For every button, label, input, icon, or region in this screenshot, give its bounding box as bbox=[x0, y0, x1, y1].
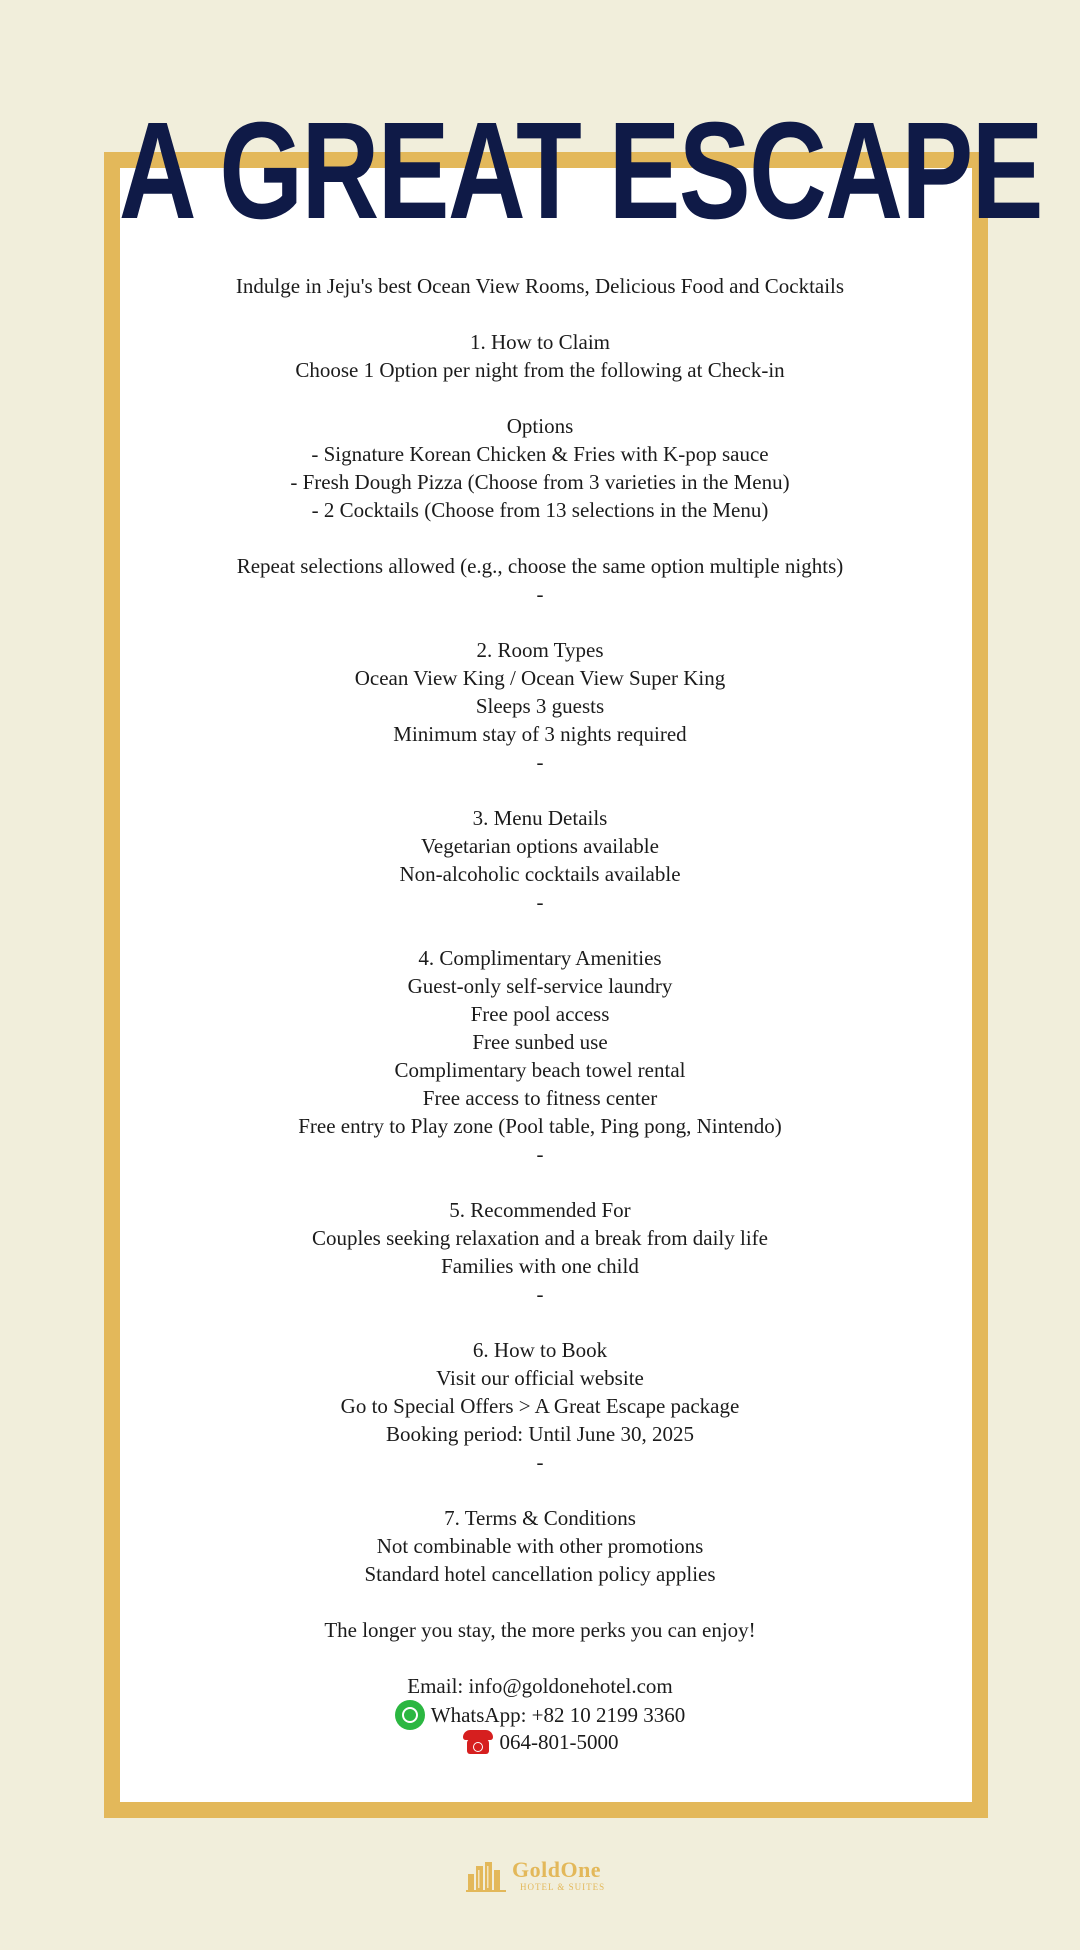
amenity-item: Free access to fitness center bbox=[422, 1086, 658, 1110]
section-title-room-types: 2. Room Types bbox=[476, 638, 604, 662]
section-title-how-to-claim: 1. How to Claim bbox=[470, 330, 610, 354]
option-item: - Signature Korean Chicken & Fries with K-pop sauce bbox=[311, 442, 769, 466]
section-line: Standard hotel cancellation policy applies bbox=[364, 1562, 716, 1586]
section-line: Ocean View King / Ocean View Super King bbox=[354, 666, 726, 690]
amenity-item: Free entry to Play zone (Pool table, Ping pong, Nintendo) bbox=[298, 1114, 782, 1138]
whatsapp-icon bbox=[395, 1700, 425, 1730]
section-title-menu-details: 3. Menu Details bbox=[472, 806, 608, 830]
contact-phone bbox=[462, 1728, 619, 1756]
separator-dash: - bbox=[536, 1450, 544, 1474]
brand-name: GoldOne bbox=[512, 1857, 602, 1882]
brand-logo bbox=[466, 1856, 626, 1892]
section-line: Sleeps 3 guests bbox=[475, 694, 605, 718]
section-line: Couples seeking relaxation and a break from daily life bbox=[311, 1226, 768, 1250]
section-title-options: Options bbox=[506, 414, 574, 438]
whatsapp-number: WhatsApp: +82 10 2199 3360 bbox=[430, 1703, 686, 1727]
option-item: - Fresh Dough Pizza (Choose from 3 varieties in the Menu) bbox=[290, 470, 790, 494]
section-title-terms: 7. Terms & Conditions bbox=[444, 1506, 636, 1530]
amenity-item: Guest-only self-service laundry bbox=[407, 974, 673, 998]
contact-whatsapp bbox=[395, 1700, 686, 1730]
section-title-how-to-book: 6. How to Book bbox=[472, 1338, 608, 1362]
telephone-icon bbox=[462, 1728, 494, 1756]
section-line: Not combinable with other promotions bbox=[376, 1534, 704, 1558]
building-logo-icon bbox=[466, 1860, 506, 1892]
section-line: Visit our official website bbox=[436, 1366, 644, 1390]
separator-dash: - bbox=[536, 1282, 544, 1306]
amenity-item: Free sunbed use bbox=[472, 1030, 608, 1054]
intro-text: Indulge in Jeju's best Ocean View Rooms, Delicious Food and Cocktails bbox=[235, 274, 845, 298]
section-title-recommended-for: 5. Recommended For bbox=[449, 1198, 631, 1222]
separator-dash: - bbox=[536, 750, 544, 774]
repeat-note: Repeat selections allowed (e.g., choose the same option multiple nights) bbox=[236, 554, 844, 578]
section-title-amenities: 4. Complimentary Amenities bbox=[418, 946, 662, 970]
brand-tagline: HOTEL & SUITES bbox=[520, 1882, 606, 1892]
section-line: Minimum stay of 3 nights required bbox=[393, 722, 687, 746]
page-title: A GREAT ESCAPE bbox=[118, 94, 1042, 248]
section-line: Go to Special Offers > A Great Escape package bbox=[340, 1394, 740, 1418]
amenity-item: Complimentary beach towel rental bbox=[394, 1058, 686, 1082]
section-line: Booking period: Until June 30, 2025 bbox=[386, 1422, 694, 1446]
phone-number: 064-801-5000 bbox=[499, 1730, 619, 1754]
offer-content bbox=[104, 272, 976, 1756]
separator-dash: - bbox=[536, 1142, 544, 1166]
option-item: - 2 Cocktails (Choose from 13 selections in the Menu) bbox=[311, 498, 769, 522]
section-line: Non-alcoholic cocktails available bbox=[399, 862, 681, 886]
section-line: Choose 1 Option per night from the following at Check-in bbox=[295, 358, 785, 382]
amenity-item: Free pool access bbox=[470, 1002, 610, 1026]
contact-email: Email: info@goldonehotel.com bbox=[407, 1674, 673, 1698]
separator-dash: - bbox=[536, 890, 544, 914]
closing-text: The longer you stay, the more perks you can enjoy! bbox=[324, 1618, 756, 1642]
section-line: Families with one child bbox=[441, 1254, 639, 1278]
section-line: Vegetarian options available bbox=[421, 834, 659, 858]
separator-dash: - bbox=[536, 582, 544, 606]
